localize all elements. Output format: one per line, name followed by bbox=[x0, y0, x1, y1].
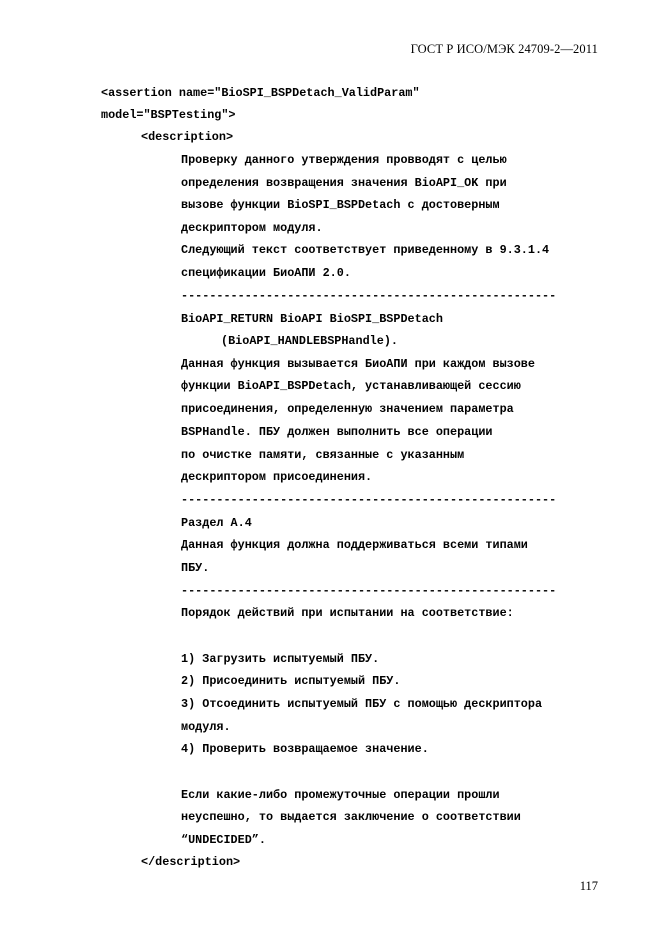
document-header: ГОСТ Р ИСО/МЭК 24709-2—2011 bbox=[410, 42, 598, 56]
description-close-tag: </description> bbox=[141, 855, 241, 869]
description-line: функции BioAPI_BSPDetach, устанавливающей сессию bbox=[181, 379, 521, 393]
description-line: по очистке памяти, связанные с указанным bbox=[181, 448, 465, 462]
description-line: Проверку данного утверждения провводят с целью bbox=[181, 153, 507, 167]
description-line: “UNDECIDED”. bbox=[181, 833, 266, 847]
assertion-open-line-2: model="BSPTesting"> bbox=[101, 108, 236, 122]
description-line: Данная функция должна поддерживаться всеми типами bbox=[181, 538, 528, 552]
description-line: вызове функции BioSPI_BSPDetach с достоверным bbox=[181, 198, 500, 212]
description-line: дескриптором модуля. bbox=[181, 221, 323, 235]
procedure-step: 4) Проверить возвращаемое значение. bbox=[181, 742, 429, 756]
description-line: Данная функция вызывается БиоАПИ при каждом вызове bbox=[181, 357, 535, 371]
description-line: спецификации БиоАПИ 2.0. bbox=[181, 266, 351, 280]
procedure-step: 2) Присоединить испытуемый ПБУ. bbox=[181, 674, 401, 688]
description-line: присоединения, определенную значением параметра bbox=[181, 402, 514, 416]
description-line: определения возвращения значения BioAPI_OK при bbox=[181, 176, 507, 190]
description-open-tag: <description> bbox=[141, 130, 234, 144]
page-number: 117 bbox=[579, 879, 598, 893]
description-line: неуспешно, то выдается заключение о соответствии bbox=[181, 810, 521, 824]
description-line: Следующий текст соответствует приведенному в 9.3.1.4 bbox=[181, 243, 550, 257]
procedure-step: 1) Загрузить испытуемый ПБУ. bbox=[181, 652, 380, 666]
function-signature-line: BioAPI_RETURN BioAPI BioSPI_BSPDetach bbox=[181, 312, 443, 326]
description-line: дескриптором присоединения. bbox=[181, 470, 373, 484]
description-line: Если какие-либо промежуточные операции прошли bbox=[181, 788, 500, 802]
section-reference-line: Раздел А.4 bbox=[181, 516, 252, 530]
separator-line: ----------------------------------------------------- bbox=[181, 493, 557, 507]
function-signature-param: (BioAPI_HANDLEBSPHandle). bbox=[221, 334, 398, 348]
procedure-step-continuation: модуля. bbox=[181, 720, 231, 734]
procedure-step: 3) Отсоединить испытуемый ПБУ с помощью дескриптора bbox=[181, 697, 543, 711]
separator-line: ----------------------------------------------------- bbox=[181, 289, 557, 303]
description-line: BSPHandle. ПБУ должен выполнить все операции bbox=[181, 425, 493, 439]
description-line: ПБУ. bbox=[181, 561, 210, 575]
separator-line: ----------------------------------------------------- bbox=[181, 584, 557, 598]
procedure-heading-line: Порядок действий при испытании на соответствие: bbox=[181, 606, 514, 620]
assertion-open-line-1: <assertion name="BioSPI_BSPDetach_ValidParam" bbox=[101, 86, 420, 100]
